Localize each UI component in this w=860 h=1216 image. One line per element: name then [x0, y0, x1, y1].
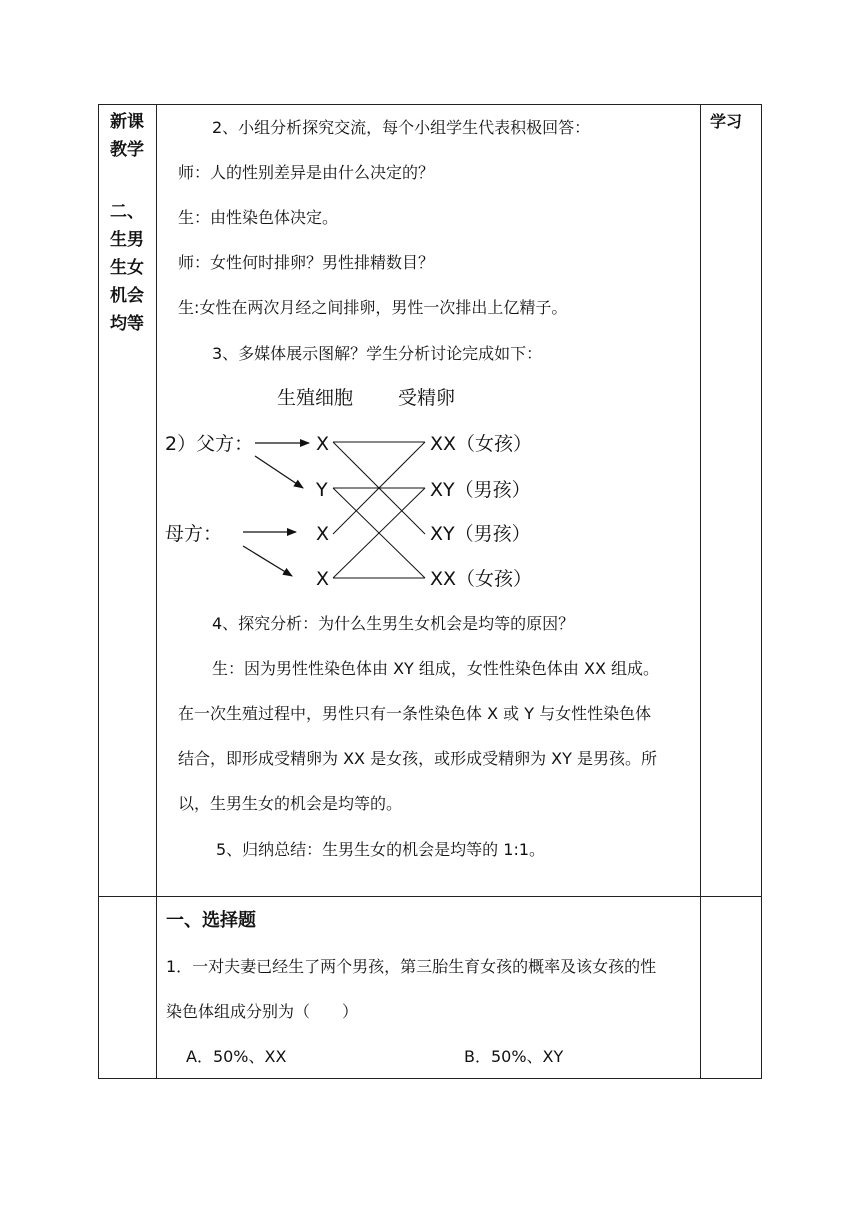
- paragraph-step-4: 4、探究分析：为什么生男生女机会是均等的原因？: [212, 614, 575, 633]
- paragraph-step-5: 5、归纳总结：生男生女的机会是均等的 1:1。: [216, 840, 546, 859]
- paragraph-explanation-line: 在一次生殖过程中，男性只有一条性染色体 X 或 Y 与女性性染色体: [178, 704, 652, 723]
- zygote-2: XY（男孩）: [430, 479, 531, 501]
- sperm-y: Y: [316, 479, 328, 501]
- paragraph-student-a1: 生：由性染色体决定。: [178, 208, 339, 227]
- link-y-down: [333, 488, 425, 578]
- table-border-col1: [156, 104, 157, 1079]
- left-section-line: 生男: [110, 230, 144, 250]
- table-border-left: [98, 104, 99, 1079]
- zygote-1: XX（女孩）: [430, 433, 533, 455]
- egg-x-2: X: [316, 568, 330, 590]
- paragraph-teacher-q1: 师：人的性别差异是由什么决定的？: [178, 163, 435, 182]
- left-section-line: 均等: [110, 314, 144, 334]
- paragraph-explanation-line: 结合，即形成受精卵为 XX 是女孩，或形成受精卵为 XY 是男孩。所: [178, 749, 658, 768]
- left-cell-section: [100, 198, 154, 338]
- table-border-bottom: [98, 1078, 762, 1079]
- right-cell-label: 学习: [710, 112, 743, 131]
- left-section-line: 生女: [110, 258, 144, 278]
- table-border-col2: [700, 104, 701, 1079]
- paragraph-teacher-q2: 师：女性何时排卵？男性排精数目？: [178, 253, 435, 272]
- table-border-top: [98, 104, 762, 105]
- mother-label: 母方：: [165, 523, 223, 545]
- left-section-line: 二、: [110, 202, 144, 222]
- paragraph-step-2: 2、小组分析探究交流，每个小组学生代表积极回答：: [212, 118, 591, 137]
- egg-x-1: X: [316, 523, 330, 545]
- arrow-mother-x2: [243, 546, 292, 576]
- link-bottom-cross: [333, 488, 425, 578]
- paragraph-explanation-line: 生：因为男性性染色体由 XY 组成，女性性染色体由 XX 组成。: [212, 659, 660, 678]
- sperm-x: X: [316, 433, 330, 455]
- option-b: B．50%、XY: [464, 1047, 564, 1066]
- left-section-line: 机会: [110, 286, 144, 306]
- paragraph-student-a2: 生:女性在两次月经之间排卵，男性一次排出上亿精子。: [178, 298, 568, 317]
- left-title-line: 教学: [110, 140, 144, 160]
- paragraph-step-3: 3、多媒体展示图解？学生分析讨论完成如下：: [212, 344, 543, 363]
- diagram-header-zygote: 受精卵: [398, 387, 456, 409]
- question-1-line: 1．一对夫妻已经生了两个男孩，第三胎生育女孩的概率及该女孩的性: [166, 957, 657, 976]
- exercise-heading: 一、选择题: [166, 910, 256, 931]
- question-1-line: 染色体组成分别为（ ）: [166, 1002, 359, 1021]
- arrow-father-y: [255, 456, 303, 488]
- left-cell-title: [100, 108, 154, 164]
- table-border-row-divider: [98, 896, 762, 897]
- paragraph-explanation-line: 以，生男生女的机会是均等的。: [178, 794, 403, 813]
- option-a: A．50%、XX: [186, 1047, 287, 1066]
- zygote-4: XX（女孩）: [430, 568, 533, 590]
- diagram-header-cells: 生殖细胞: [277, 387, 354, 409]
- zygote-3: XY（男孩）: [430, 523, 531, 545]
- father-label: 2）父方：: [165, 433, 254, 455]
- left-title-line: 新课: [110, 112, 144, 132]
- table-border-right: [761, 104, 762, 1079]
- link-top-cross: [333, 442, 425, 534]
- link-x-down: [333, 442, 425, 534]
